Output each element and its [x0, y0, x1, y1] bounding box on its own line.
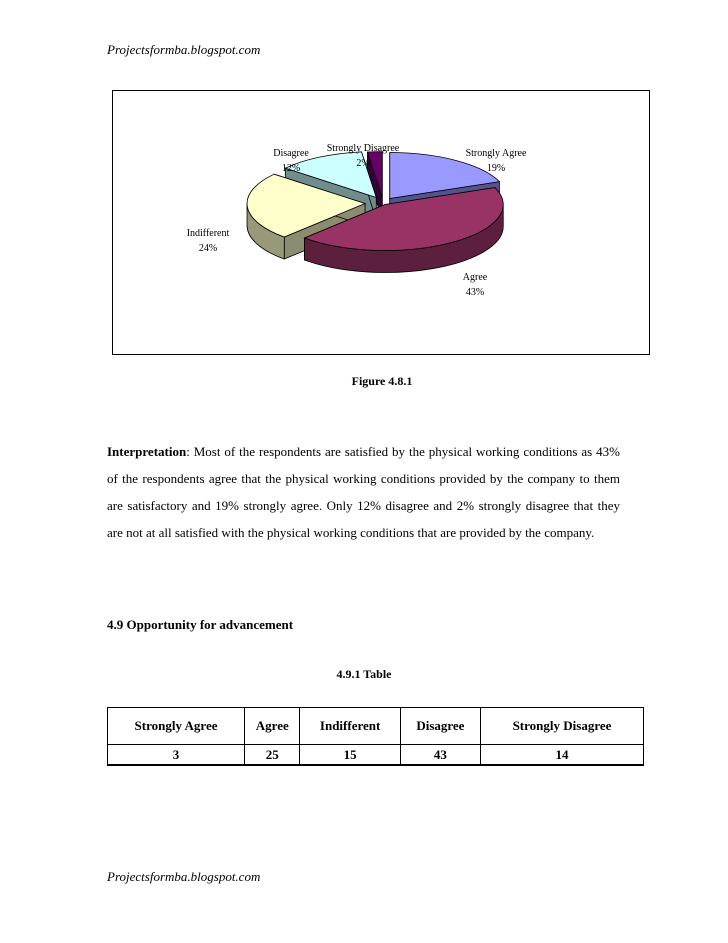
slice-label-name: Disagree [273, 148, 309, 159]
slice-label-name: Strongly Agree [465, 148, 527, 159]
figure-caption: Figure 4.8.1 [351, 374, 413, 388]
slice-label-value: 43% [465, 287, 485, 298]
pie-chart-frame [112, 90, 650, 355]
interpretation-label: Interpretation [107, 444, 187, 459]
pie-chart [113, 91, 651, 356]
page-footer: Projectsformba.blogspot.com [107, 869, 261, 884]
slice-label-name: Strongly Disagree [326, 143, 400, 154]
slice-label-name: Indifferent [186, 228, 230, 239]
table-cell: 25 [245, 745, 300, 766]
slice-label-value: 2% [356, 158, 370, 169]
slice-label-value: 19% [486, 163, 506, 174]
section-heading: 4.9 Opportunity for advancement [107, 617, 294, 632]
slice-label-value: 12% [281, 163, 301, 174]
table-header-cell: Indifferent [300, 708, 400, 745]
table-cell: 14 [481, 745, 644, 766]
opportunity-table [107, 707, 644, 766]
slice-label-name: Agree [462, 272, 488, 283]
table-cell: 15 [300, 745, 400, 766]
page-header: Projectsformba.blogspot.com [107, 42, 261, 57]
table-header-row [108, 708, 644, 745]
table-cell: 43 [400, 745, 480, 766]
slice-label-value: 24% [198, 243, 218, 254]
interpretation-text: : Most of the respondents are satisfied by the physical working conditions as 43% of the respondents agree that the physical working conditions provided by the company to them are satisfactory and 19% strongly agree. Only 12% disagree and 2% strongly disagree that they are not at all satisfied with the physical working conditions that are provided by the company. [107, 444, 620, 540]
table-header-cell: Strongly Agree [108, 708, 245, 745]
table-header-cell: Disagree [400, 708, 480, 745]
table-caption: 4.9.1 Table [336, 667, 392, 681]
table-cell: 3 [108, 745, 245, 766]
table-header-cell: Agree [245, 708, 300, 745]
table-row [108, 745, 644, 766]
interpretation-paragraph [107, 438, 620, 546]
table-header-cell: Strongly Disagree [481, 708, 644, 745]
